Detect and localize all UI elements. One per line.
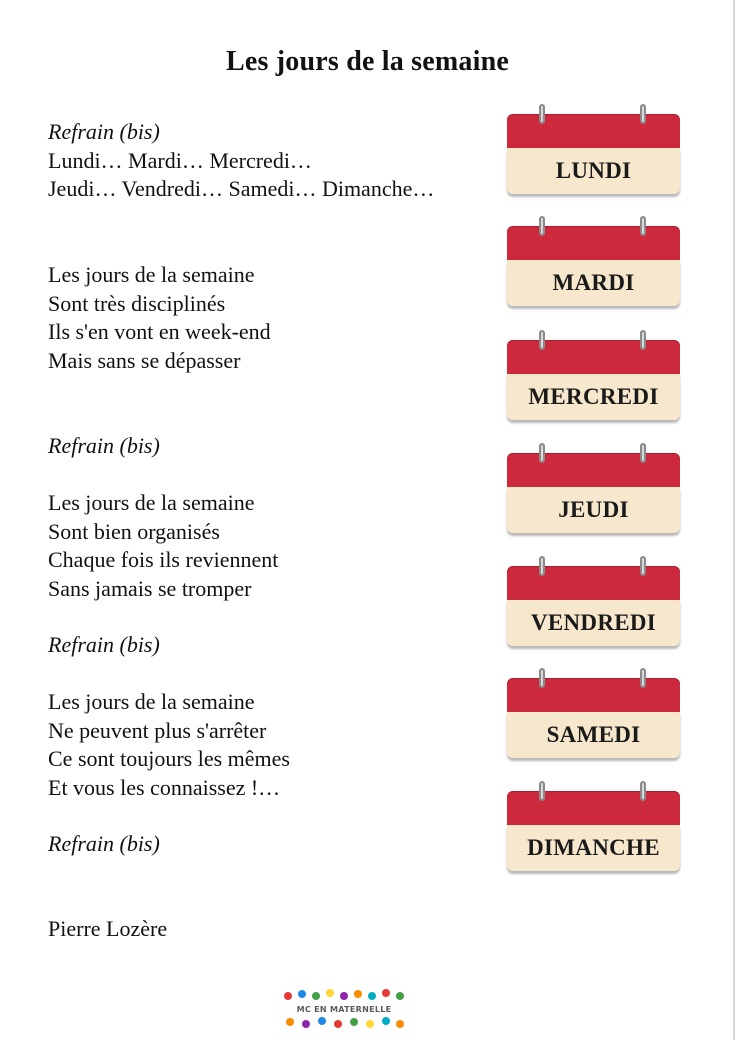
lyric-line: Ils s'en vont en week-end: [48, 319, 271, 345]
lyric-line: Les jours de la semaine: [48, 689, 255, 714]
binder-ring-icon: [640, 668, 646, 688]
binder-ring-icon: [640, 330, 646, 350]
lyric-line: Chaque fois ils reviennent: [48, 547, 279, 573]
page-title: Les jours de la semaine: [225, 46, 510, 77]
day-label: SAMEDI: [546, 722, 641, 747]
stanza-verse-3: [48, 688, 290, 802]
calendar-header: [507, 226, 680, 260]
lyric-line: Refrain (bis): [48, 632, 160, 657]
author-name: Pierre Lozère: [48, 916, 168, 941]
calendar-card-mercredi: [507, 330, 680, 422]
lyric-line: Les jours de la semaine: [48, 262, 255, 287]
lyric-line: Mais sans se dépasser: [48, 347, 241, 373]
binder-ring-icon: [539, 781, 545, 801]
lyric-line: Refrain (bis): [48, 119, 160, 144]
stanza-verse-2: [48, 489, 278, 603]
calendar-header: [507, 453, 680, 487]
calendar-card-vendredi: [507, 556, 680, 648]
day-label: LUNDI: [555, 158, 632, 183]
binder-ring-icon: [539, 556, 545, 576]
day-label: VENDREDI: [530, 610, 657, 635]
calendar-header: [507, 678, 680, 712]
calendar-header: [507, 340, 680, 374]
day-label: MARDI: [552, 270, 635, 295]
stanza-refrain-3: [48, 631, 160, 660]
binder-ring-icon: [640, 216, 646, 236]
day-label: JEUDI: [558, 497, 629, 522]
calendar-card-dimanche: [507, 781, 680, 873]
calendar-card-jeudi: [507, 443, 680, 535]
calendar-body: [507, 712, 680, 758]
stanza-verse-1: [48, 261, 271, 375]
binder-ring-icon: [640, 443, 646, 463]
binder-ring-icon: [640, 781, 646, 801]
binder-ring-icon: [640, 556, 646, 576]
binder-ring-icon: [539, 443, 545, 463]
lyric-line: Et vous les connaissez !…: [48, 774, 281, 800]
lyric-line: Les jours de la semaine: [48, 490, 255, 515]
calendar-card-samedi: [507, 668, 680, 760]
binder-ring-icon: [640, 104, 646, 124]
stanza-refrain-1: [48, 118, 434, 204]
calendar-header: [507, 791, 680, 825]
day-label: MERCREDI: [528, 384, 659, 409]
day-label: DIMANCHE: [527, 835, 660, 860]
lyric-line: Sont très disciplinés: [48, 290, 226, 316]
lyric-line: Sont bien organisés: [48, 518, 220, 544]
binder-ring-icon: [539, 216, 545, 236]
calendar-card-mardi: [507, 216, 680, 308]
calendar-body: [507, 260, 680, 306]
lyric-line: Lundi… Mardi… Mercredi…: [48, 147, 312, 173]
lyric-line: Refrain (bis): [48, 831, 160, 856]
stanza-refrain-2: [48, 432, 160, 461]
lyric-line: Jeudi… Vendredi… Samedi… Dimanche…: [48, 176, 435, 202]
logo-text: MC EN MATERNELLE: [296, 1005, 392, 1014]
calendar-body: [507, 487, 680, 533]
binder-ring-icon: [539, 330, 545, 350]
calendar-body: [507, 374, 680, 420]
lyric-line: Sans jamais se tromper: [48, 575, 252, 601]
calendar-body: [507, 825, 680, 871]
calendar-header: [507, 114, 680, 148]
lyric-line: Refrain (bis): [48, 433, 160, 458]
lyric-line: Ce sont toujours les mêmes: [48, 746, 290, 772]
calendar-body: [507, 148, 680, 194]
binder-ring-icon: [539, 104, 545, 124]
stanza-refrain-4: [48, 830, 160, 859]
calendar-body: [507, 600, 680, 646]
binder-ring-icon: [539, 668, 545, 688]
calendar-card-lundi: [507, 104, 680, 196]
lyric-line: Ne peuvent plus s'arrêter: [48, 717, 267, 743]
site-logo: [278, 986, 410, 1032]
calendar-header: [507, 566, 680, 600]
